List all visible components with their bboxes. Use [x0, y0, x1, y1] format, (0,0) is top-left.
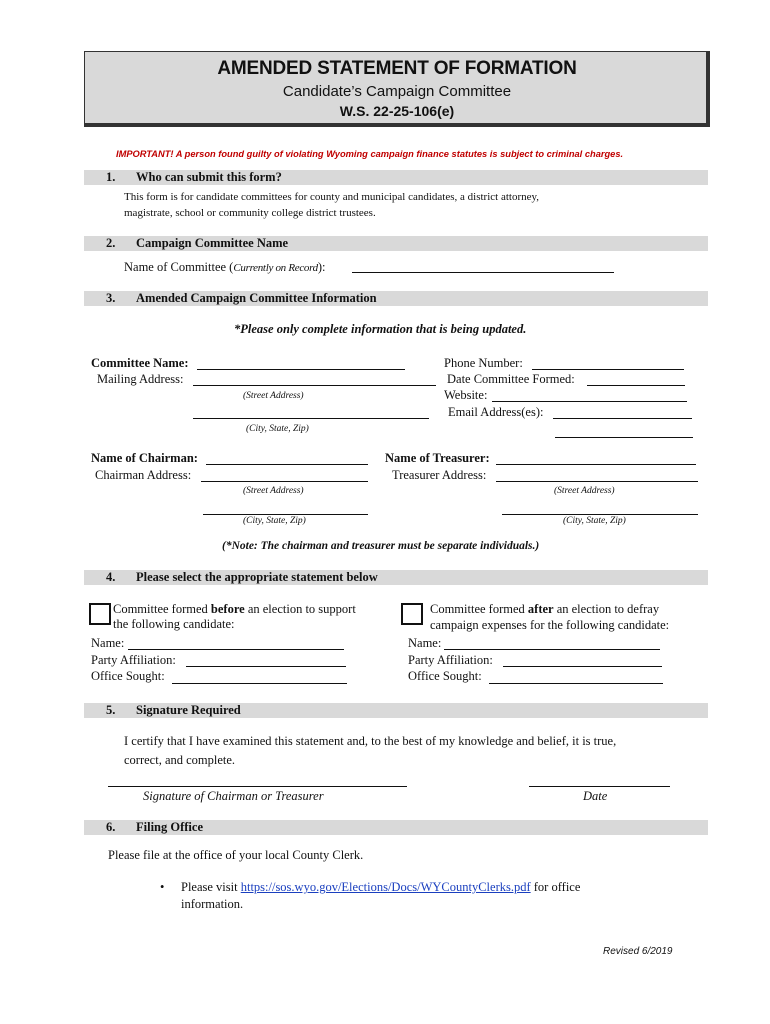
chairman-city-caption: (City, State, Zip) — [243, 516, 306, 526]
before-candidate-name-input[interactable] — [128, 649, 344, 650]
after-office-input[interactable] — [489, 683, 663, 684]
treasurer-address-input[interactable] — [496, 481, 698, 482]
before-election-text: Committee formed before an election to support — [113, 602, 356, 616]
separate-individuals-note: (*Note: The chairman and treasurer must be separate individuals.) — [222, 540, 540, 552]
section-3-number: 3. — [106, 291, 116, 305]
date-formed-input[interactable] — [587, 385, 685, 386]
city-state-zip-caption: (City, State, Zip) — [246, 424, 309, 434]
after-election-checkbox[interactable] — [401, 603, 423, 625]
section-3-title: Amended Campaign Committee Information — [136, 291, 377, 305]
date-formed-label: Date Committee Formed: — [447, 372, 575, 386]
treasurer-name-input[interactable] — [496, 464, 696, 465]
certification-line2: correct, and complete. — [124, 753, 236, 767]
filing-bullet-text-line2: information. — [181, 897, 244, 911]
section-2-title: Campaign Committee Name — [136, 236, 289, 250]
important-warning: IMPORTANT! A person found guilty of violating Wyoming campaign finance statutes is subject to criminal charges. — [116, 149, 624, 159]
before-party-label: Party Affiliation: — [91, 653, 176, 667]
section-6-number: 6. — [106, 820, 116, 834]
section-5-number: 5. — [106, 703, 116, 717]
chairman-street-caption: (Street Address) — [243, 486, 304, 496]
after-election-text-line2: campaign expenses for the following candidate: — [430, 618, 670, 632]
email-input-1[interactable] — [553, 418, 692, 419]
date-input[interactable] — [529, 786, 670, 787]
before-election-checkbox[interactable] — [89, 603, 111, 625]
phone-input[interactable] — [532, 369, 684, 370]
phone-label: Phone Number: — [444, 356, 523, 370]
before-candidate-name-label: Name: — [91, 636, 125, 650]
committee-name-label: Name of Committee (Currently on Record): — [124, 260, 326, 274]
chairman-name-label: Name of Chairman: — [91, 451, 198, 465]
after-candidate-name-label: Name: — [408, 636, 442, 650]
bullet-icon: • — [160, 880, 165, 894]
chairman-city-input[interactable] — [203, 514, 368, 515]
signature-label: Signature of Chairman or Treasurer — [143, 789, 324, 803]
section-4-number: 4. — [106, 570, 116, 584]
committee-name-label-2: Committee Name: — [91, 356, 189, 370]
form-subtitle: Candidate’s Campaign Committee — [282, 83, 512, 100]
after-party-label: Party Affiliation: — [408, 653, 493, 667]
treasurer-street-caption: (Street Address) — [554, 486, 615, 496]
before-election-text-line2: the following candidate: — [113, 617, 235, 631]
county-clerks-link[interactable]: https://sos.wyo.gov/Elections/Docs/WYCountyClerks.pdf — [240, 880, 531, 894]
after-candidate-name-input[interactable] — [444, 649, 660, 650]
section-1-text-line2: magistrate, school or community college district trustees. — [124, 207, 376, 219]
mailing-address-label: Mailing Address: — [97, 372, 184, 386]
form-title-box — [84, 51, 710, 127]
section-6-title: Filing Office — [136, 820, 203, 834]
update-note: *Please only complete information that is being updated. — [234, 322, 527, 336]
after-office-label: Office Sought: — [408, 669, 482, 683]
section-1-text-line1: This form is for candidate committees for county and municipal candidates, a district attorney, — [124, 191, 540, 203]
section-5-title: Signature Required — [136, 703, 241, 717]
committee-name-field[interactable] — [352, 272, 614, 273]
before-office-label: Office Sought: — [91, 669, 165, 683]
email-input-2[interactable] — [555, 437, 693, 438]
section-2-number: 2. — [106, 236, 116, 250]
treasurer-city-input[interactable] — [502, 514, 698, 515]
treasurer-city-caption: (City, State, Zip) — [563, 516, 626, 526]
chairman-address-label: Chairman Address: — [95, 468, 192, 482]
after-party-input[interactable] — [503, 666, 662, 667]
street-address-caption: (Street Address) — [243, 391, 304, 401]
email-label: Email Address(es): — [448, 405, 544, 419]
website-input[interactable] — [492, 401, 687, 402]
date-label: Date — [583, 789, 608, 803]
certification-line1: I certify that I have examined this statement and, to the best of my knowledge and belief, it is true, — [124, 734, 617, 748]
filing-bullet-text: Please visit https://sos.wyo.gov/Elections/Docs/WYCountyClerks.pdf for office — [181, 880, 581, 894]
form-statute: W.S. 22-25-106(e) — [339, 103, 455, 119]
website-label: Website: — [444, 388, 488, 402]
form-title: AMENDED STATEMENT OF FORMATION — [217, 58, 577, 79]
treasurer-name-label: Name of Treasurer: — [385, 451, 490, 465]
section-4-title: Please select the appropriate statement below — [136, 570, 378, 584]
before-office-input[interactable] — [172, 683, 347, 684]
chairman-address-input[interactable] — [201, 481, 368, 482]
mailing-address-input[interactable] — [193, 385, 436, 386]
committee-name-input[interactable] — [197, 369, 405, 370]
section-1-number: 1. — [106, 170, 116, 184]
treasurer-address-label: Treasurer Address: — [392, 468, 487, 482]
section-1-title: Who can submit this form? — [136, 170, 282, 184]
revised-date: Revised 6/2019 — [603, 946, 673, 957]
after-election-text: Committee formed after an election to defray — [430, 602, 660, 616]
chairman-name-input[interactable] — [206, 464, 368, 465]
filing-instruction: Please file at the office of your local County Clerk. — [108, 848, 364, 862]
signature-input[interactable] — [108, 786, 407, 787]
mailing-city-input[interactable] — [193, 418, 429, 419]
before-party-input[interactable] — [186, 666, 346, 667]
